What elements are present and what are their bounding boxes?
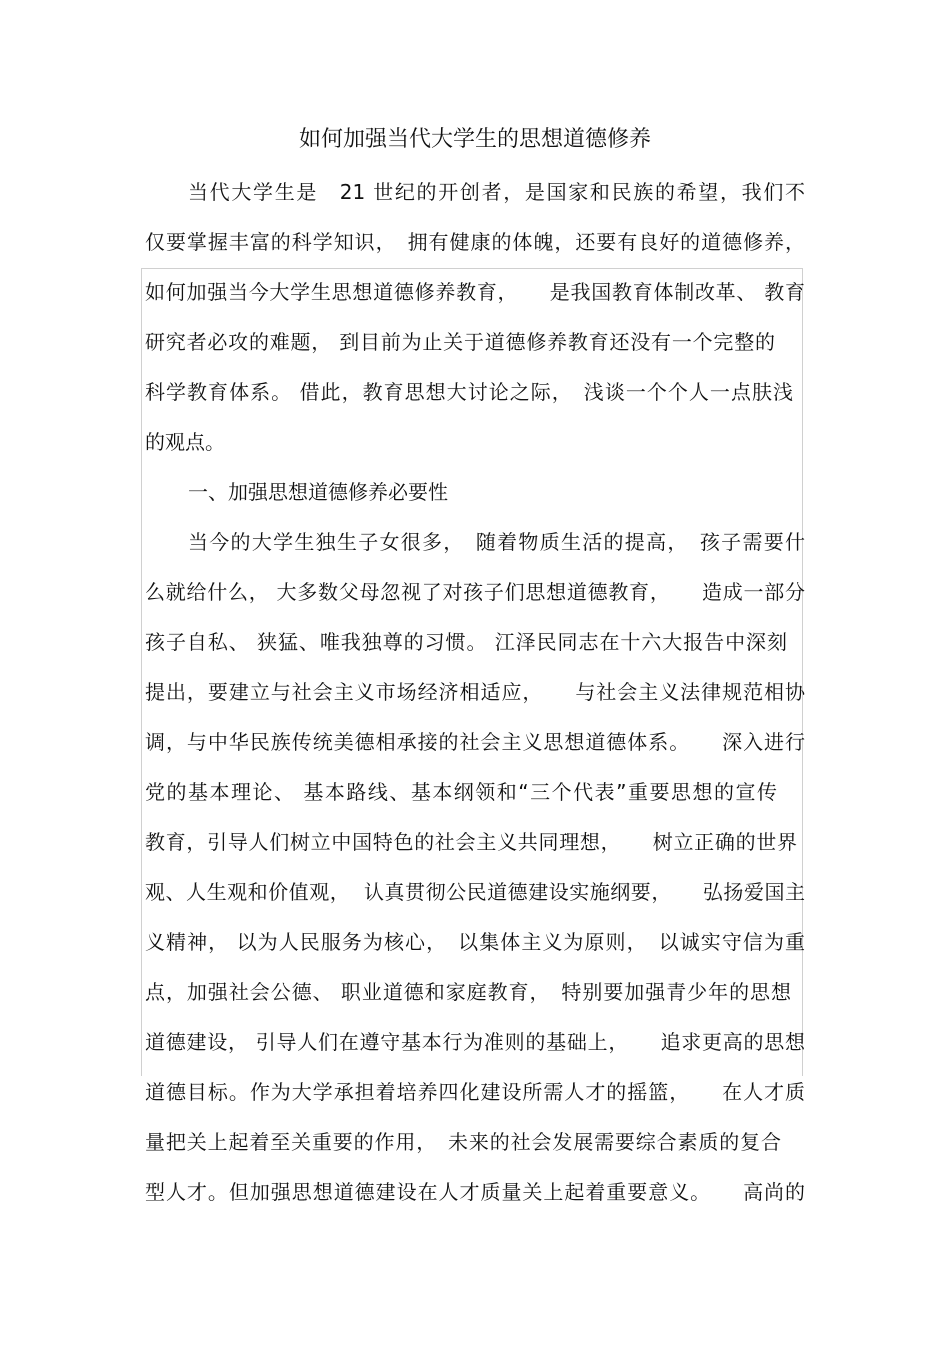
- text-line: 当代大学生是 21 世纪的开创者，是国家和民族的希望，我们不: [188, 180, 805, 204]
- text-line: 观、人生观和价值观， 认真贯彻公民道德建设实施纲要， 弘扬爱国主: [145, 880, 805, 904]
- document-title: 如何加强当代大学生的思想道德修养: [298, 127, 651, 152]
- text-line: 教育，引导人们树立中国特色的社会主义共同理想， 树立正确的世界: [145, 830, 797, 854]
- text-line: 么就给什么， 大多数父母忽视了对孩子们思想道德教育， 造成一部分: [145, 580, 805, 604]
- text-line: 如何加强当今大学生思想道德修养教育， 是我国教育体制改革、 教育: [145, 280, 805, 304]
- text-line: 量把关上起着至关重要的作用， 未来的社会发展需要综合素质的复合: [145, 1130, 781, 1154]
- text-line: 义精神， 以为人民服务为核心， 以集体主义为原则， 以诚实守信为重: [145, 930, 805, 954]
- text-line: 道德建设， 引导人们在遵守基本行为准则的基础上， 追求更高的思想: [145, 1030, 805, 1054]
- text-line: 提出，要建立与社会主义市场经济相适应， 与社会主义法律规范相协: [145, 680, 805, 704]
- text-line: 孩子自私、 狭猛、唯我独尊的习惯。 江泽民同志在十六大报告中深刻: [145, 630, 787, 654]
- text-line: 研究者必攻的难题， 到目前为止关于道德修养教育还没有一个完整的: [145, 330, 775, 354]
- section-heading: 一、加强思想道德修养必要性: [188, 480, 448, 504]
- text-line: 的观点。: [145, 430, 225, 454]
- text-line: 党的基本理论、 基本路线、基本纲领和“三个代表”重要思想的宣传: [145, 780, 777, 804]
- text-line: 仅要掌握丰富的科学知识， 拥有健康的体魄，还要有良好的道德修养，: [145, 230, 805, 254]
- text-line: 调，与中华民族传统美德相承接的社会主义思想道德体系。 深入进行: [145, 730, 805, 754]
- text-line: 点，加强社会公德、 职业道德和家庭教育， 特别要加强青少年的思想: [145, 980, 791, 1004]
- text-line: 道德目标。作为大学承担着培养四化建设所需人才的摇篮， 在人才质: [145, 1080, 805, 1104]
- text-line: 科学教育体系。 借此，教育思想大讨论之际， 浅谈一个个人一点肤浅: [145, 380, 793, 404]
- text-line: 型人才。但加强思想道德建设在人才质量关上起着重要意义。 高尚的: [145, 1180, 805, 1204]
- text-line: 当今的大学生独生子女很多， 随着物质生活的提高， 孩子需要什: [188, 530, 805, 554]
